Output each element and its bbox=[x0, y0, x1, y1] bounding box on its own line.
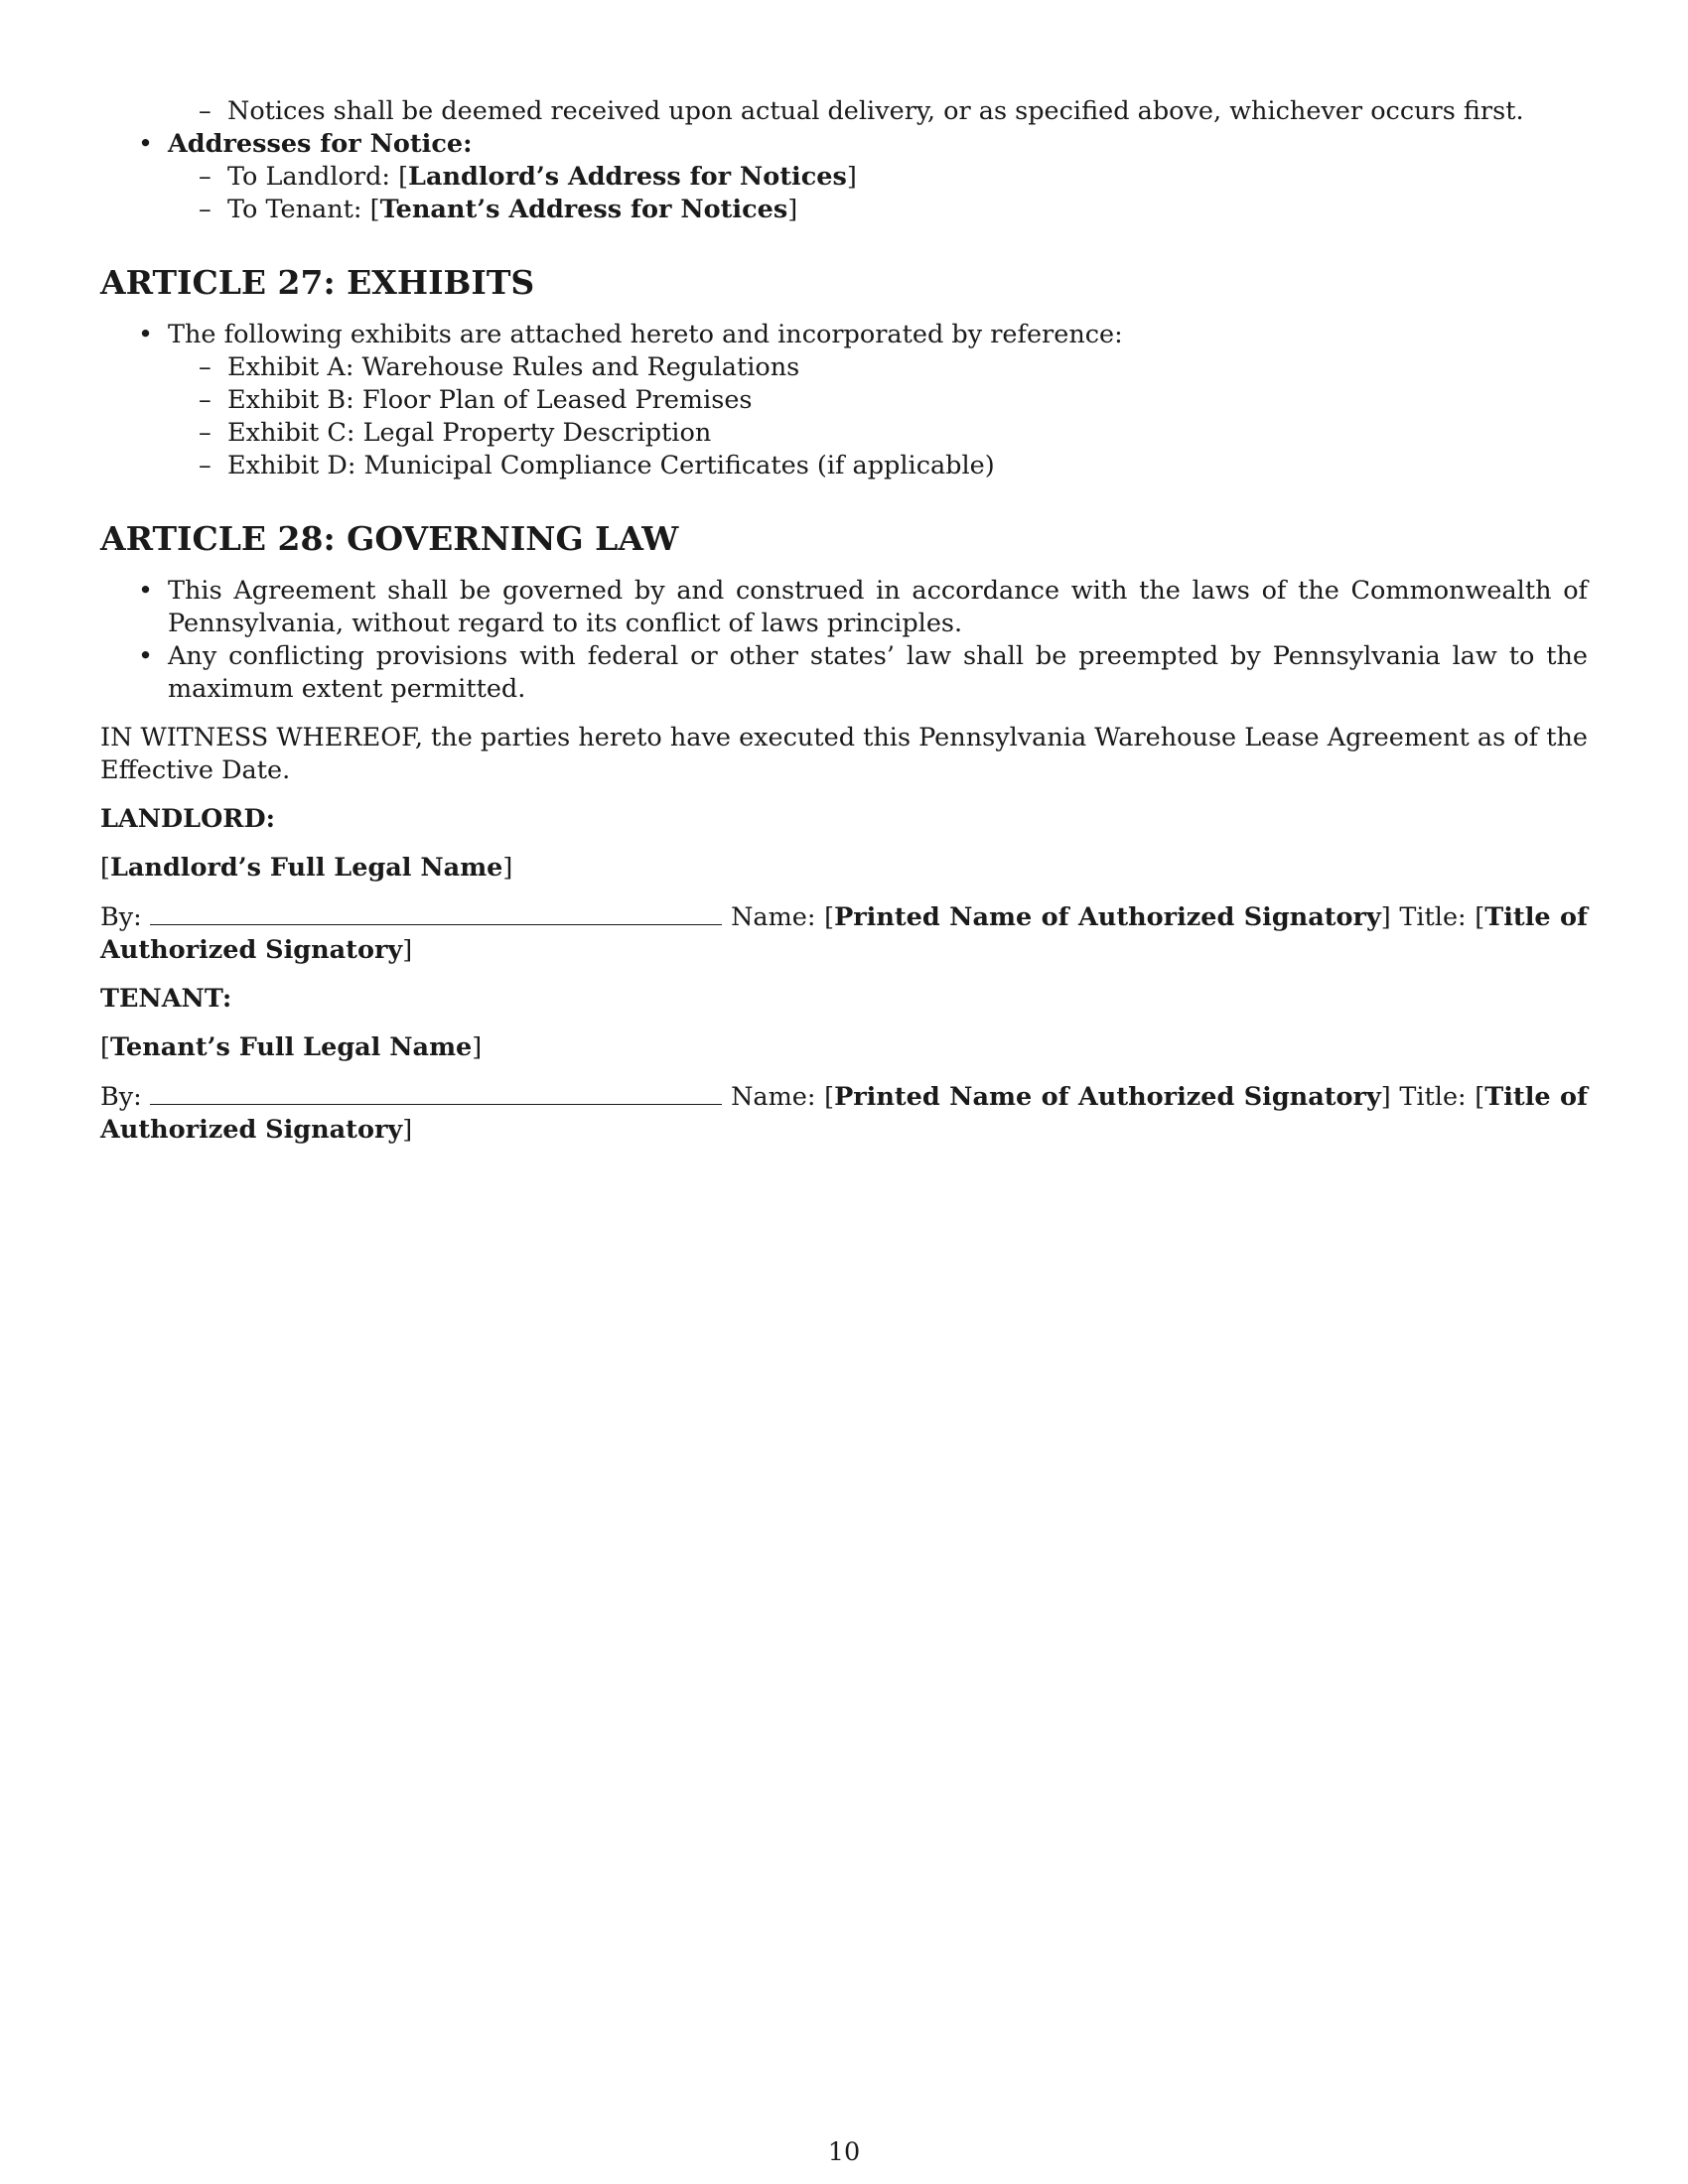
exhibit-item: – Exhibit B: Floor Plan of Leased Premises bbox=[100, 384, 1588, 417]
landlord-name-label: Name: bbox=[731, 902, 816, 932]
notices-list bbox=[100, 128, 1588, 161]
landlord-signature-field[interactable] bbox=[150, 900, 722, 925]
governing-law-item: • This Agreement shall be governed by and construed in accordance with the laws of the Commonwealth of Pennsylvania, without regard to its conflict of laws principles. bbox=[100, 575, 1588, 640]
tenant-title-label: Title: bbox=[1399, 1082, 1467, 1112]
article-27-intro: • The following exhibits are attached hereto and incorporated by reference: bbox=[100, 319, 1588, 351]
tenant-signature-field[interactable] bbox=[150, 1080, 722, 1105]
exhibit-item: – Exhibit D: Municipal Compliance Certificates (if applicable) bbox=[100, 450, 1588, 482]
article-27-list bbox=[100, 319, 1588, 351]
notices-received-item: – Notices shall be deemed received upon actual delivery, or as specified above, whichever occurs first. bbox=[100, 95, 1588, 128]
tenant-name-label: Name: bbox=[731, 1082, 816, 1112]
tenant-signature-line: By: Name: [Printed Name of Authorized Signatory] Title: [Title of Authorized Signatory] bbox=[100, 1082, 1589, 1145]
notices-sublist bbox=[100, 95, 1588, 128]
addresses-sublist bbox=[100, 161, 1588, 226]
article-28-heading: ARTICLE 28: GOVERNING LAW bbox=[100, 519, 679, 558]
landlord-title-value: Title of Authorized Signatory bbox=[100, 902, 1589, 965]
to-tenant-label: To Tenant: bbox=[227, 195, 370, 224]
article-27-heading: ARTICLE 27: EXHIBITS bbox=[100, 263, 535, 302]
document-page bbox=[100, 95, 1588, 1147]
landlord-name-value: Printed Name of Authorized Signatory bbox=[834, 902, 1381, 932]
tenant-legal-name: [Tenant’s Full Legal Name] bbox=[100, 1032, 483, 1062]
witness-paragraph: IN WITNESS WHEREOF, the parties hereto have executed this Pennsylvania Warehouse Lease Agreement as of the Effective Date. bbox=[100, 723, 1588, 785]
to-landlord-label: To Landlord: bbox=[227, 162, 399, 192]
to-landlord-value: Landlord’s Address for Notices bbox=[408, 162, 847, 192]
landlord-signature-line: By: Name: [Printed Name of Authorized Signatory] Title: [Title of Authorized Signatory] bbox=[100, 902, 1589, 965]
exhibits-list bbox=[100, 351, 1588, 482]
addresses-for-notice-item bbox=[100, 128, 1588, 161]
to-tenant-item: – To Tenant: [Tenant’s Address for Notices] bbox=[100, 194, 1588, 226]
tenant-name-value: Printed Name of Authorized Signatory bbox=[834, 1082, 1381, 1112]
tenant-by-label: By: bbox=[100, 1082, 142, 1112]
landlord-label: LANDLORD: bbox=[100, 804, 275, 834]
to-landlord-item: – To Landlord: [Landlord’s Address for Notices] bbox=[100, 161, 1588, 194]
page-number: 10 bbox=[827, 2137, 861, 2167]
exhibit-item: – Exhibit A: Warehouse Rules and Regulations bbox=[100, 351, 1588, 384]
to-tenant-value: Tenant’s Address for Notices bbox=[379, 195, 788, 224]
preemption-item: • Any conflicting provisions with federal or other states’ law shall be preempted by Pennsylvania law to the maximum extent permitted. bbox=[100, 640, 1588, 706]
tenant-legal-name-value: Tenant’s Full Legal Name bbox=[109, 1032, 473, 1062]
article-28-list bbox=[100, 575, 1588, 706]
exhibit-item: – Exhibit C: Legal Property Description bbox=[100, 417, 1588, 450]
tenant-label: TENANT: bbox=[100, 984, 232, 1014]
landlord-legal-name-value: Landlord’s Full Legal Name bbox=[109, 853, 503, 883]
landlord-title-label: Title: bbox=[1399, 902, 1467, 932]
addresses-for-notice-label: Addresses for Notice: bbox=[168, 129, 473, 159]
tenant-title-value: Title of Authorized Signatory bbox=[100, 1082, 1589, 1145]
landlord-by-label: By: bbox=[100, 902, 142, 932]
landlord-legal-name: [Landlord’s Full Legal Name] bbox=[100, 853, 513, 883]
